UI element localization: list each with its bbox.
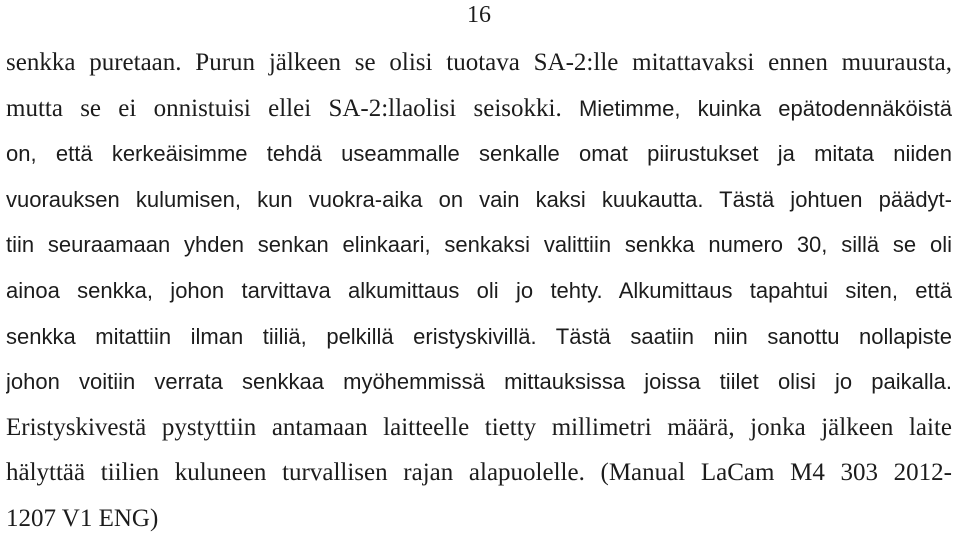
- body-paragraph: [6, 40, 952, 542]
- text-line: [6, 177, 952, 223]
- text-segment: Eristyskivestä pystyttiin antamaan laitteelle tietty millimetri määrä, jonka jälkeen laite: [6, 413, 952, 441]
- text-line: [6, 496, 952, 542]
- text-segment: mutta se ei onnistuisi ellei SA-2:llaolisi seisokki.: [6, 94, 579, 122]
- text-line: [6, 86, 952, 132]
- text-line: [6, 314, 952, 360]
- text-segment: 1207 V1 ENG): [6, 504, 159, 532]
- text-line: [6, 222, 952, 268]
- text-segment: ainoa senkka, johon tarvittava alkumittaus oli jo tehty. Alkumittaus tapahtui siten, että: [6, 277, 952, 303]
- text-line: [6, 40, 952, 86]
- text-line: [6, 359, 952, 405]
- text-segment: senkka mitattiin ilman tiiliä, pelkillä eristyskivillä. Tästä saatiin niin sanottu nollapiste: [6, 323, 952, 349]
- text-line: [6, 405, 952, 451]
- text-segment: on, että kerkeäisimme tehdä useammalle senkalle omat piirustukset ja mitata niiden: [6, 141, 952, 167]
- text-line: [6, 131, 952, 177]
- text-segment: vuorauksen kulumisen, kun vuokra-aika on vain kaksi kuukautta. Tästä johtuen päädyt-: [6, 186, 952, 212]
- page-number: 16: [467, 2, 491, 28]
- text-line: [6, 268, 952, 314]
- text-segment: hälyttää tiilien kuluneen turvallisen rajan alapuolelle. (Manual LaCam M4 303 2012-: [6, 459, 952, 487]
- text-segment: senkka puretaan. Purun jälkeen se olisi tuotava SA-2:lle mitattavaksi ennen muurausta,: [6, 49, 952, 76]
- text-segment: tiin seuraamaan yhden senkan elinkaari, senkaksi valittiin senkka numero 30, sillä se oli: [6, 232, 952, 258]
- text-segment: johon voitiin verrata senkkaa myöhemmissä mittauksissa joissa tiilet olisi jo paikalla.: [6, 369, 952, 395]
- text-line: [6, 450, 952, 496]
- text-segment: Mietimme, kuinka epätodennäköistä: [578, 95, 952, 121]
